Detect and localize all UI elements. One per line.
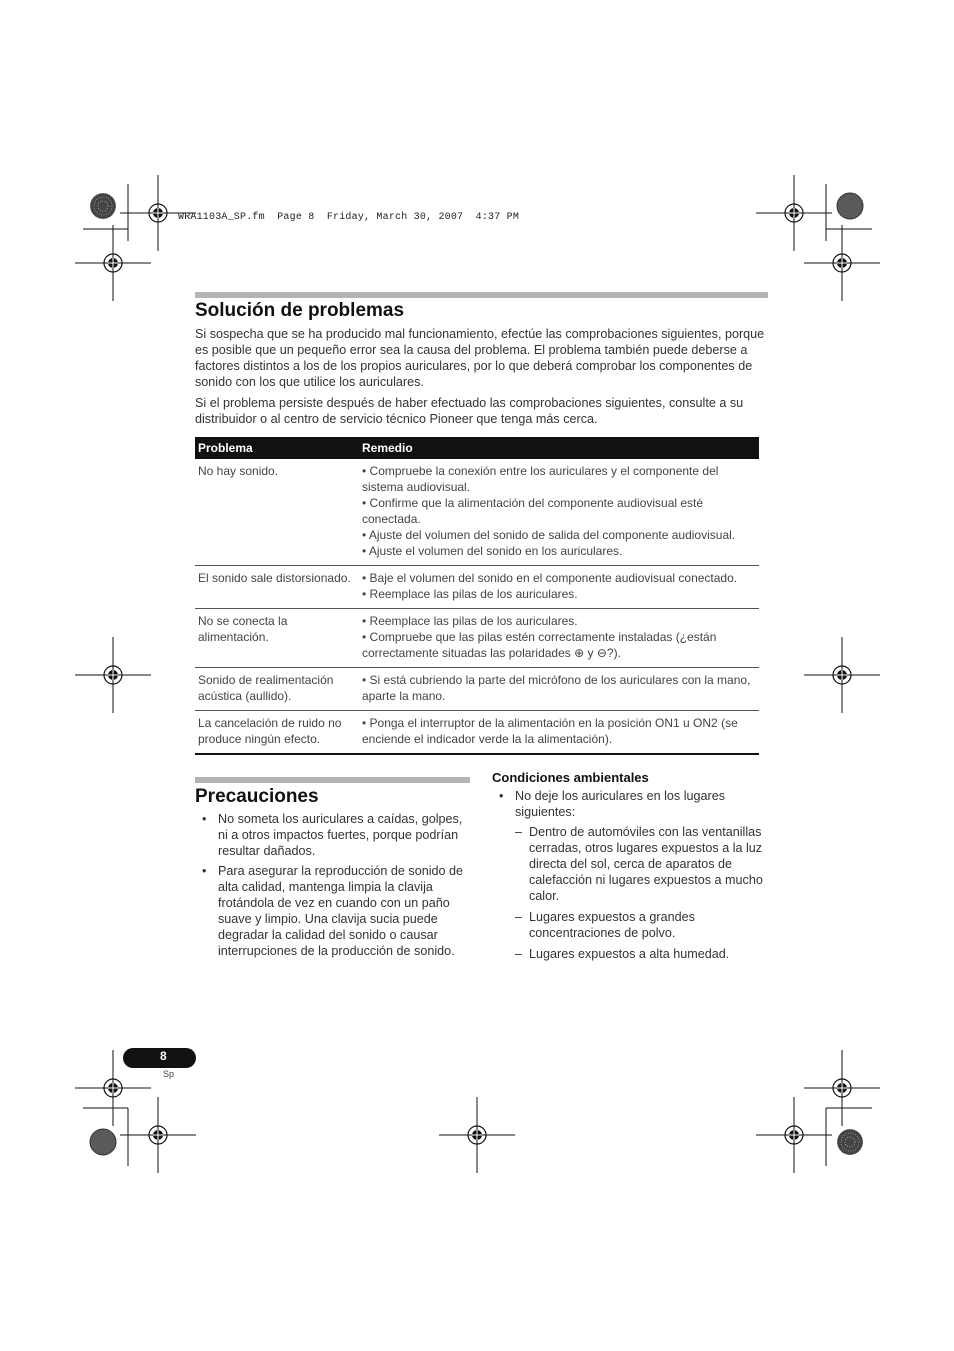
- column-header-remedy: Remedio: [359, 437, 759, 459]
- registration-target-icon: [756, 175, 832, 251]
- table-row: [195, 566, 759, 609]
- troubleshooting-note: Si el problema persiste después de haber efectuado las comprobaciones siguientes, consulte a su distribuidor o al centro de servicio técnico Pioneer que tenga más cerca.: [195, 396, 744, 426]
- environment-text: No deje los auriculares en los lugares siguientes:: [515, 789, 726, 819]
- remedy-cell: [359, 459, 759, 566]
- problem-cell: No se conecta la alimentación.: [195, 609, 359, 668]
- dash-glyph: –: [515, 910, 523, 924]
- registration-target-icon: [75, 637, 151, 713]
- remedy-cell: [359, 668, 759, 711]
- troubleshooting-intro: Si sospecha que se ha producido mal funcionamiento, efectúe las comprobaciones siguientes, porque es posible que un pequeño error sea la causa del problema. El problema también puede deberse a factores distintos a los de los propios auriculares, por lo que deberá comprobar los componentes de sonido con los que utilice los auriculares.: [195, 327, 765, 389]
- registration-target-icon: [439, 1097, 515, 1173]
- dash-glyph: –: [515, 947, 523, 961]
- environment-sublist: [515, 824, 764, 962]
- table-row: [195, 459, 759, 566]
- registration-dots-icon: [837, 193, 863, 219]
- remedy-item: • Reemplace las pilas de los auriculares.: [362, 587, 578, 601]
- bullet-glyph: •: [202, 864, 207, 878]
- remedy-item: • Si está cubriendo la parte del micrófono de los auriculares con la mano, aparte la mano.: [362, 673, 751, 703]
- environment-subtext: Lugares expuestos a grandes concentraciones de polvo.: [529, 910, 695, 940]
- remedy-item: • Ponga el interruptor de la alimentación en la posición ON1 u ON2 (se enciende el indicador verde la la alimentación).: [362, 716, 738, 746]
- list-item: [195, 811, 475, 859]
- bullet-glyph: •: [202, 812, 207, 826]
- registration-target-icon: [756, 1097, 832, 1173]
- registration-target-icon: [120, 1097, 196, 1173]
- list-item: [515, 909, 764, 941]
- page-number: 8: [160, 1049, 167, 1063]
- page-language: Sp: [163, 1069, 175, 1079]
- registration-target-icon: [804, 637, 880, 713]
- remedy-item: • Reemplace las pilas de los auriculares.: [362, 614, 578, 628]
- section-divider: [195, 292, 768, 298]
- table-row: [195, 609, 759, 668]
- registration-target-icon: [75, 225, 151, 301]
- registration-star-icon: [90, 193, 116, 219]
- precautions-title: Precauciones: [195, 786, 319, 807]
- environment-list: [492, 788, 764, 967]
- registration-target-icon: [804, 1050, 880, 1126]
- dash-glyph: –: [515, 825, 523, 839]
- registration-dots-icon: [90, 1129, 116, 1155]
- problem-cell: Sonido de realimentación acústica (aullido).: [195, 668, 359, 711]
- table-row: [195, 668, 759, 711]
- remedy-item: • Baje el volumen del sonido en el componente audiovisual conectado.: [362, 571, 738, 585]
- environment-subtext: Dentro de automóviles con las ventanillas cerradas, otros lugares expuestos a la luz directa del sol, cerca de aparatos de calefacción ni lugares expuestos a mucho calor.: [529, 825, 763, 903]
- precautions-list: [195, 811, 475, 963]
- troubleshooting-title: Solución de problemas: [195, 300, 405, 321]
- remedy-cell: [359, 711, 759, 755]
- problem-cell: No hay sonido.: [195, 459, 359, 566]
- precaution-text: Para asegurar la reproducción de sonido de alta calidad, mantenga limpia la clavija frotándola de vez en cuando con un paño suave y limpio. Una clavija sucia puede degradar la calidad del sonido o causar interrupciones de la producción de sonido.: [218, 864, 464, 958]
- environment-title: Condiciones ambientales: [492, 770, 649, 785]
- registration-target-icon: [804, 225, 880, 301]
- file-header-line: WRA1103A_SP.fm Page 8 Friday, March 30, 2007 4:37 PM: [178, 212, 520, 223]
- remedy-item: • Compruebe que las pilas estén correctamente instaladas (¿están correctamente situadas las polaridades ⊕ y ⊖?).: [362, 630, 717, 660]
- list-item: [492, 788, 764, 962]
- troubleshooting-table: [195, 437, 759, 755]
- problem-cell: El sonido sale distorsionado.: [195, 566, 359, 609]
- remedy-cell: [359, 566, 759, 609]
- list-item: [195, 863, 475, 959]
- table-row: [195, 711, 759, 755]
- remedy-item: • Ajuste el volumen del sonido en los auriculares.: [362, 544, 623, 558]
- list-item: [515, 946, 764, 962]
- precaution-text: No someta los auriculares a caídas, golpes, ni a otros impactos fuertes, porque podrían resultar dañados.: [218, 812, 463, 858]
- remedy-item: • Confirme que la alimentación del componente audiovisual esté conectada.: [362, 496, 704, 526]
- problem-cell: La cancelación de ruido no produce ningún efecto.: [195, 711, 359, 755]
- list-item: [515, 824, 764, 904]
- registration-star-icon: [837, 1129, 863, 1155]
- remedy-cell: [359, 609, 759, 668]
- table-header-row: [195, 437, 759, 459]
- remedy-item: • Compruebe la conexión entre los auriculares y el componente del sistema audiovisual.: [362, 464, 719, 494]
- bullet-glyph: •: [499, 789, 504, 803]
- section-divider: [195, 777, 470, 783]
- column-header-problem: Problema: [195, 437, 359, 459]
- remedy-item: • Ajuste del volumen del sonido de salida del componente audiovisual.: [362, 528, 736, 542]
- environment-subtext: Lugares expuestos a alta humedad.: [529, 947, 730, 961]
